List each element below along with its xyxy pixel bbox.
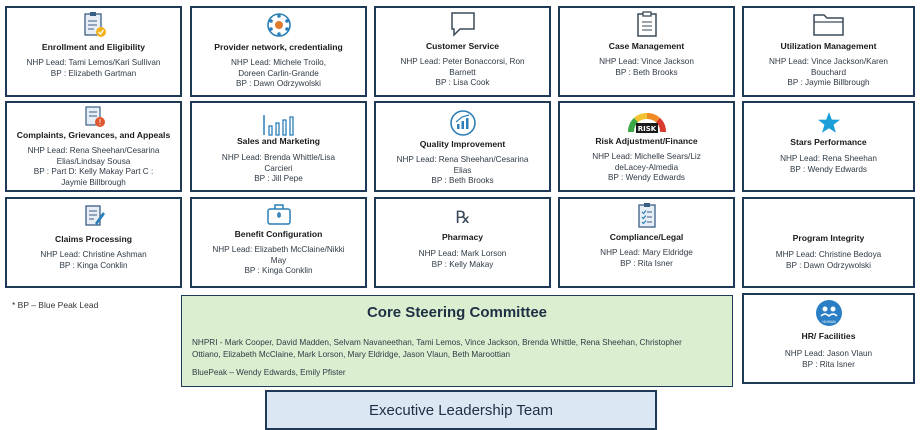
card-title: Enrollment and Eligibility — [41, 42, 146, 52]
card-case — [558, 6, 735, 97]
lead-text: NHP Lead: Peter Bonaccorsi, Ron — [400, 57, 525, 66]
clipboard-check-icon — [81, 11, 107, 39]
bp-text: BP : Beth Brooks — [431, 176, 494, 185]
lead-text-cont: Elias/Lindsay Sousa — [56, 156, 131, 166]
card-title: Stars Performance — [790, 137, 867, 147]
network-icon — [265, 11, 293, 39]
card-title: Risk Adjustment/Finance — [595, 136, 698, 146]
bp-footnote: * BP – Blue Peak Lead — [12, 300, 99, 310]
card-title: Benefit Configuration — [234, 229, 323, 239]
bp-text-cont: Jaymie Billbrough — [61, 177, 126, 187]
card-complaints — [5, 101, 182, 192]
lead-text: NHP Lead: Tami Lemos/Kari Sullivan — [26, 58, 161, 67]
lead-text: NHP Lead: Rena Sheehan/Cesarina — [27, 146, 160, 155]
card-compliance — [558, 197, 735, 288]
card-title: Program Integrity — [792, 233, 865, 243]
star-icon — [817, 111, 841, 135]
bp-text: BP : Kinga Conklin — [244, 266, 313, 275]
lead-text: NHP Lead: Rena Sheehan/Cesarina — [396, 155, 529, 164]
bp-text: BP : Kelly Makay — [431, 259, 494, 269]
card-title: Compliance/Legal — [609, 232, 684, 242]
core-members-nhpri: NHPRI - Mark Cooper, David Madden, Selvam Navaneethan, Tami Lemos, Vince Jackson, Brenda Whittle, Rena Sheehan, Christopher — [192, 338, 682, 347]
risk-gauge-icon — [627, 106, 667, 136]
lead-text-cont: Doreen Carlin-Grande — [238, 68, 319, 78]
card-title: Customer Service — [425, 41, 500, 51]
lead-text: NHP Lead: Rena Sheehan — [780, 154, 877, 163]
card-benefit — [190, 197, 367, 288]
bp-text: BP : Beth Brooks — [615, 67, 678, 77]
bp-text: BP : Rita Isner — [802, 359, 855, 369]
card-title: Case Management — [608, 41, 685, 51]
lead-text: NHP Lead: Mark Lorson — [418, 249, 507, 258]
bp-text: BP : Kinga Conklin — [59, 260, 128, 270]
card-title: Claims Processing — [55, 234, 132, 244]
bp-text: BP : Elizabeth Gartman — [50, 68, 137, 78]
bp-text: BP : Dawn Odrzywolski — [236, 79, 321, 88]
lead-text: MHP Lead: Christine Bedoya — [775, 250, 882, 259]
core-steering-committee — [181, 295, 733, 387]
card-title: Utilization Management — [780, 41, 877, 51]
trend-icon — [449, 109, 477, 137]
lead-text: NHP Lead: Vince Jackson — [599, 57, 694, 66]
rx-icon — [451, 203, 475, 229]
complaint-form-icon — [81, 105, 107, 129]
exec-title: Executive Leadership Team — [369, 402, 553, 419]
folder-icon — [811, 10, 847, 38]
human-resources-icon — [814, 298, 844, 328]
svg-text:!: ! — [97, 118, 102, 127]
lead-text-cont: Bouchard — [810, 67, 847, 77]
bp-text: BP : Jill Pepe — [254, 174, 303, 183]
checklist-icon — [634, 202, 660, 230]
card-title: Provider network, credentialing — [214, 42, 343, 52]
executive-leadership-team — [265, 390, 657, 430]
risk-icon-label: RISK — [637, 125, 656, 133]
card-pharmacy — [374, 197, 551, 288]
card-hr-facilities — [742, 293, 915, 384]
core-title: Core Steering Committee — [366, 304, 548, 321]
card-sales — [190, 101, 367, 192]
bp-text: BP : Dawn Odrzywolski — [786, 260, 871, 270]
card-title: Sales and Marketing — [236, 136, 321, 146]
card-risk — [558, 101, 735, 192]
lead-text: NHP Lead: Elizabeth McClaine/Nikki — [212, 245, 345, 254]
bp-text: BP : Wendy Edwards — [607, 173, 686, 182]
bp-text: BP : Part D: Kelly Makay Part C : — [33, 167, 154, 176]
core-members-bluepeak: BluePeak – Wendy Edwards, Emily Pfister — [192, 368, 346, 377]
hr-icon-label: HUMAN — [821, 320, 836, 324]
lead-text: NHP Lead: Brenda Whittle/Lisa — [221, 153, 336, 162]
bp-text: BP : Wendy Edwards — [789, 164, 868, 174]
lead-text-cont: Carcieri — [264, 163, 293, 173]
lead-text: NHP Lead: Michelle Sears/Liz — [592, 152, 701, 161]
medical-bag-icon — [264, 201, 294, 227]
lead-text: NHP Lead: Vince Jackson/Karen — [769, 57, 888, 66]
card-title: HR/ Facilities — [801, 331, 856, 341]
bp-text: BP : Lisa Cook — [435, 78, 490, 87]
clipboard-icon — [634, 10, 660, 38]
bp-text: BP : Rita Isner — [620, 258, 673, 268]
lead-text: NHP Lead: Mary Eldridge — [600, 248, 693, 257]
lead-text-cont: deLacey-Almedia — [614, 162, 679, 172]
lead-text: NHP Lead: Jason Vlaun — [784, 349, 873, 358]
svg-text:℞: ℞ — [454, 208, 471, 228]
card-provider — [190, 6, 367, 97]
card-title: Complaints, Grievances, and Appeals — [16, 130, 171, 140]
lead-text: NHP Lead: Michele Troilo, — [231, 58, 326, 67]
card-claims — [5, 197, 182, 288]
lead-text-cont: Elias — [453, 165, 472, 175]
card-customer — [374, 6, 551, 97]
card-quality — [374, 101, 551, 192]
card-program-integrity — [742, 197, 915, 288]
card-title: Quality Improvement — [419, 139, 506, 149]
lead-text-cont: Barnett — [449, 67, 476, 77]
chat-bubble-icon — [449, 10, 477, 38]
core-members-nhpri-cont: Ottiano, Elizabeth McClaine, Mark Lorson, Mary Eldridge, Jason Vlaun, Beth Maroottian — [192, 350, 511, 359]
card-utilization — [742, 6, 915, 97]
lead-text-cont: May — [270, 255, 287, 265]
bar-chart-icon — [261, 112, 297, 138]
document-pen-icon — [81, 203, 107, 229]
lead-text: NHP Lead: Christine Ashman — [40, 250, 147, 259]
card-stars — [742, 101, 915, 192]
card-enrollment — [5, 6, 182, 97]
bp-text: BP : Jaymie Billbrough — [787, 78, 870, 87]
card-title: Pharmacy — [441, 232, 484, 242]
